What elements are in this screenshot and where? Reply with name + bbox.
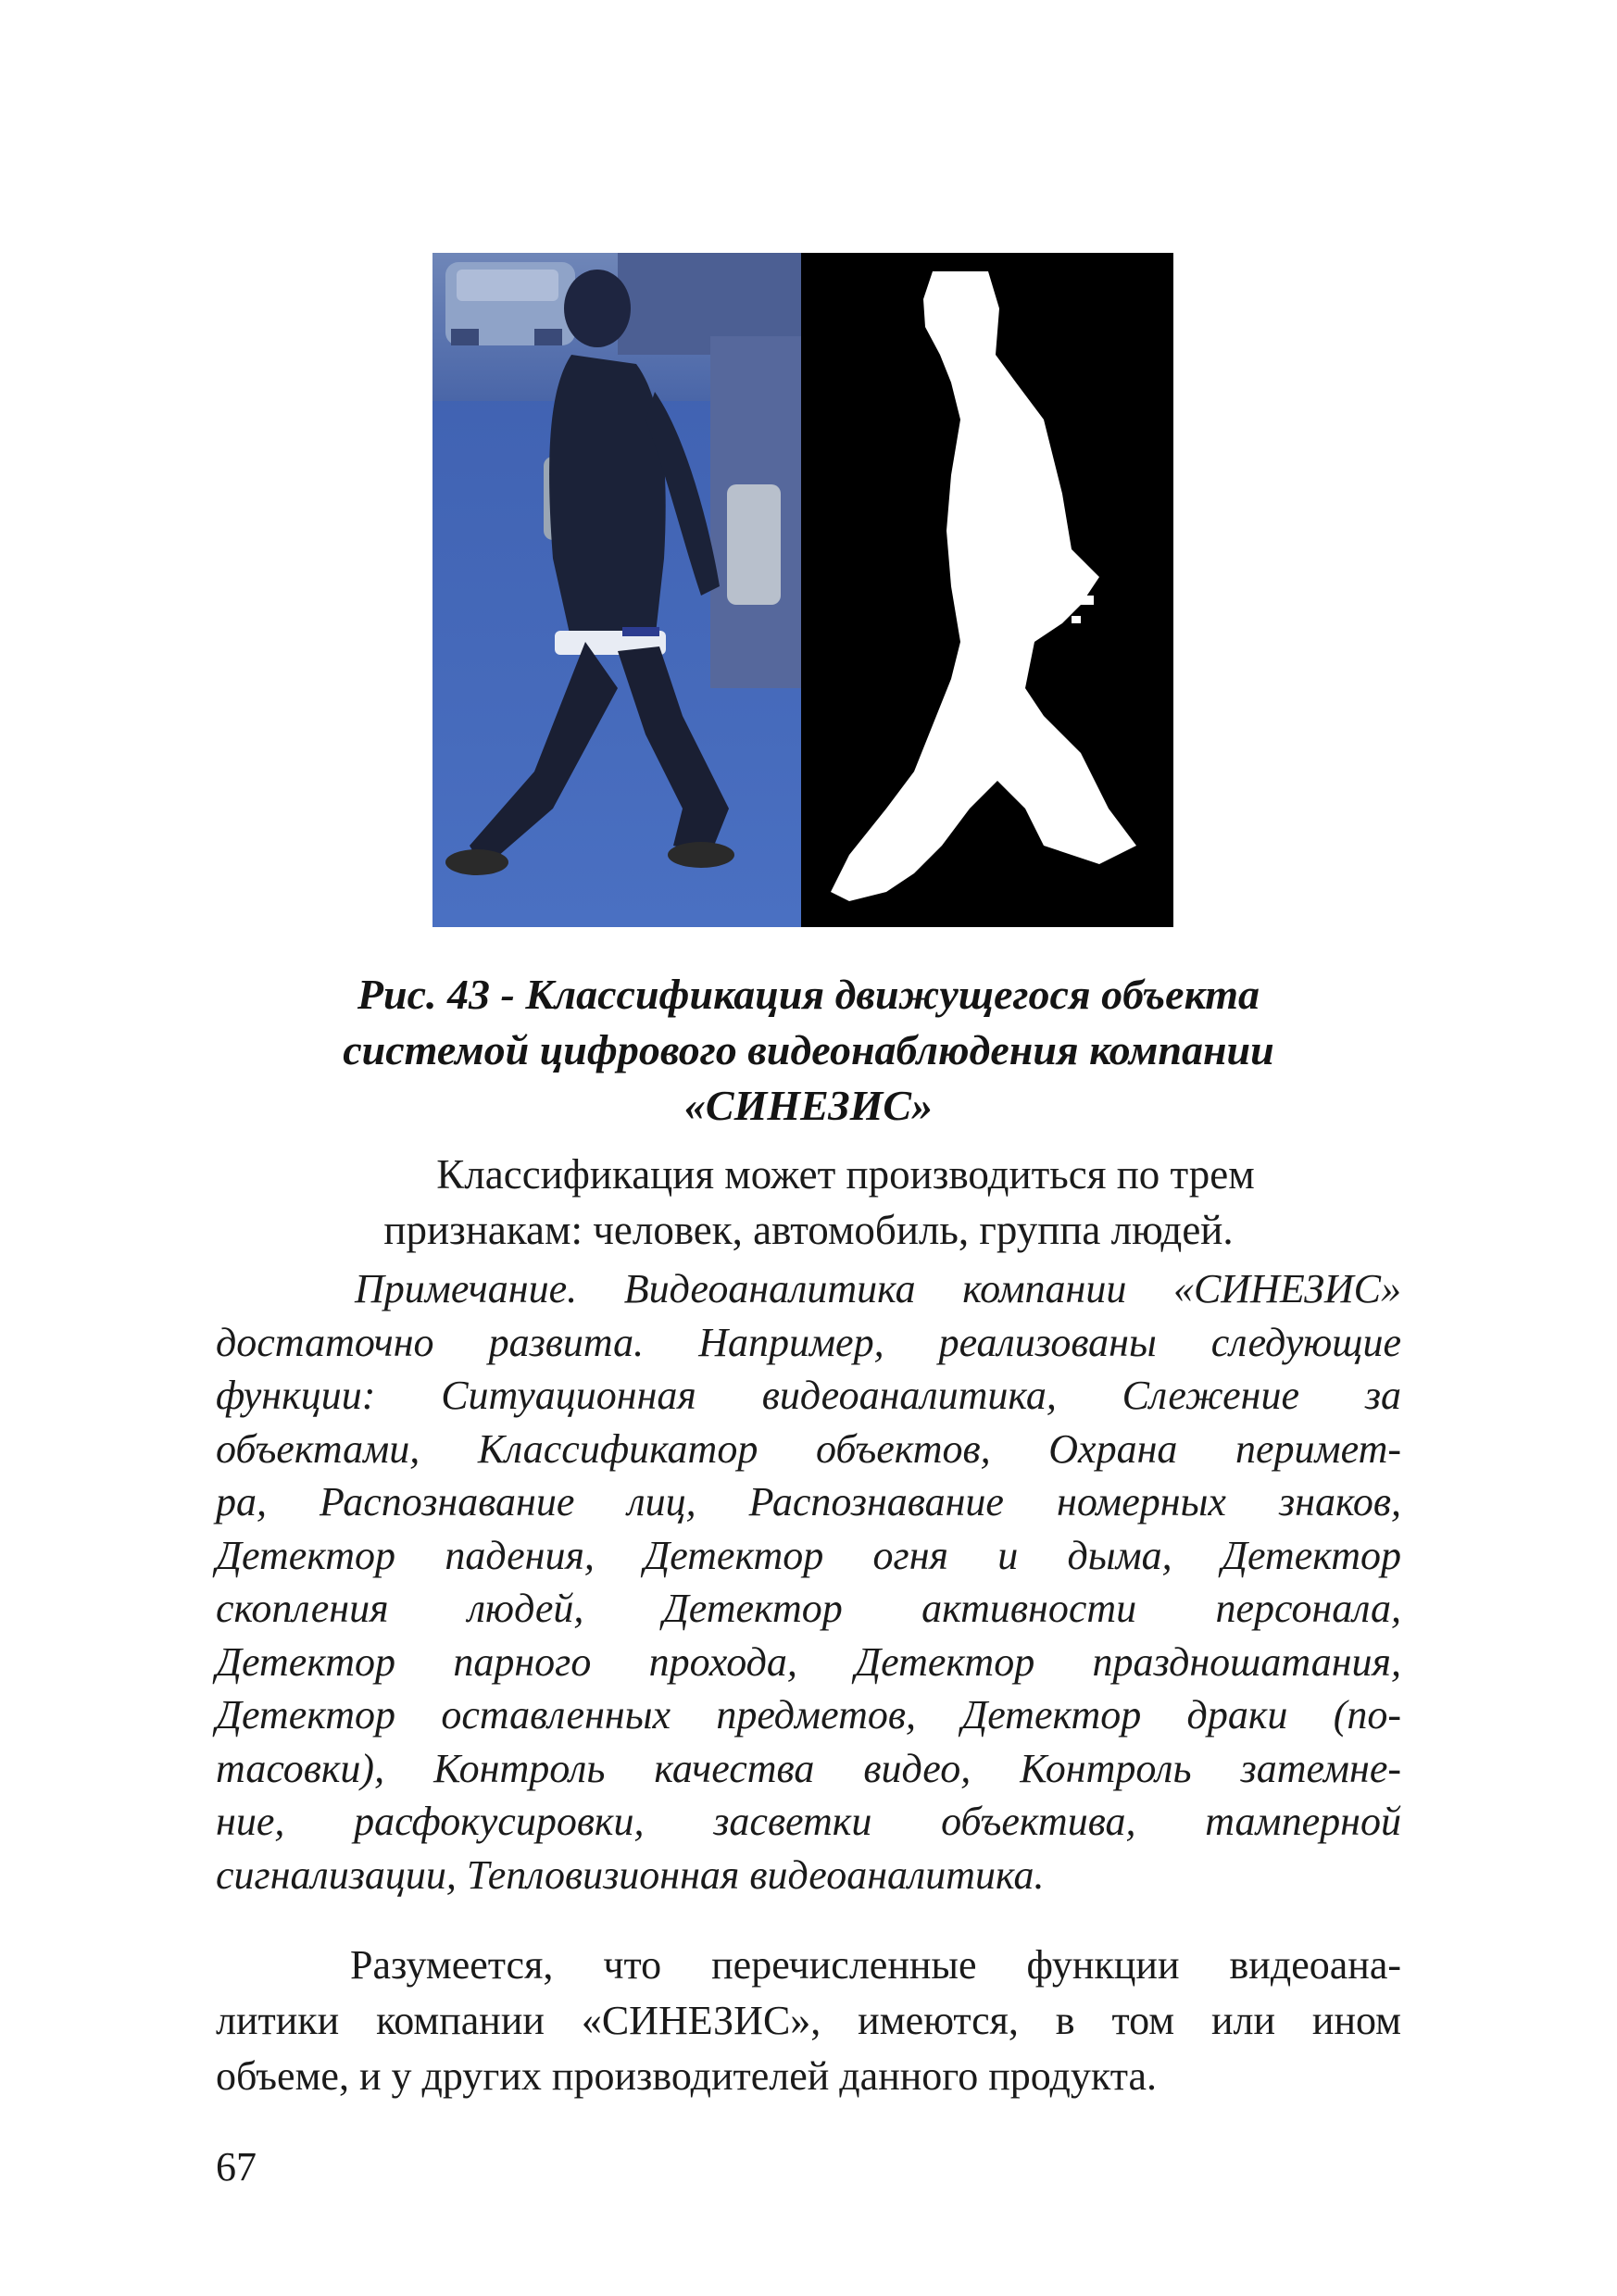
person-walking-photo <box>432 253 801 927</box>
figure-caption <box>185 967 1432 1134</box>
caption-line-3: «СИНЕЗИС» <box>683 1082 934 1129</box>
conclusion-paragraph <box>216 1938 1401 2104</box>
main-text-line-1: Классификация может производиться по трем <box>436 1151 1255 1198</box>
paragraph-line: литики компании «СИНЕЗИС», имеются, в том или ином <box>216 1998 1401 2043</box>
note-paragraph <box>216 1262 1401 1901</box>
caption-line-1: Рис. 43 - Классификация движущегося объекта <box>357 971 1260 1018</box>
paragraph-line: объеме, и у других производителей данного продукта. <box>216 2053 1158 2099</box>
main-text-line-2: признакам: человек, автомобиль, группа людей. <box>383 1207 1234 1253</box>
note-line: ра, Распознавание лиц, Распознавание номерных знаков, <box>216 1479 1401 1524</box>
note-line: скопления людей, Детектор активности персонала, <box>216 1586 1401 1631</box>
person-silhouette-mask <box>801 253 1173 927</box>
note-line: Детектор оставленных предметов, Детектор драки (по- <box>216 1692 1401 1738</box>
note-line: Примечание. Видеоаналитика компании «СИНЕЗИС» <box>355 1266 1401 1311</box>
note-line: ние, расфокусировки, засветки объектива, тамперной <box>216 1799 1401 1844</box>
note-line: Детектор падения, Детектор огня и дыма, Детектор <box>216 1532 1401 1578</box>
classification-paragraph <box>232 1147 1385 1258</box>
page-number: 67 <box>216 2144 257 2189</box>
note-line: объектами, Классификатор объектов, Охрана перимет- <box>216 1425 1401 1472</box>
note-line: функции: Ситуационная видеоаналитика, Слежение за <box>216 1373 1401 1418</box>
paragraph-line: Разумеется, что перечисленные функции видеоана- <box>350 1942 1401 1988</box>
note-line: Детектор парного прохода, Детектор праздношатания, <box>216 1638 1401 1685</box>
figure-43 <box>432 253 1173 927</box>
note-line: тасовки), Контроль качества видео, Контроль затемне- <box>216 1745 1401 1791</box>
note-line: достаточно развита. Например, реализованы следующие <box>216 1319 1401 1365</box>
caption-line-2: системой цифрового видеонаблюдения компании <box>343 1026 1274 1073</box>
note-line: сигнализации, Тепловизионная видеоаналитика. <box>216 1851 1045 1898</box>
